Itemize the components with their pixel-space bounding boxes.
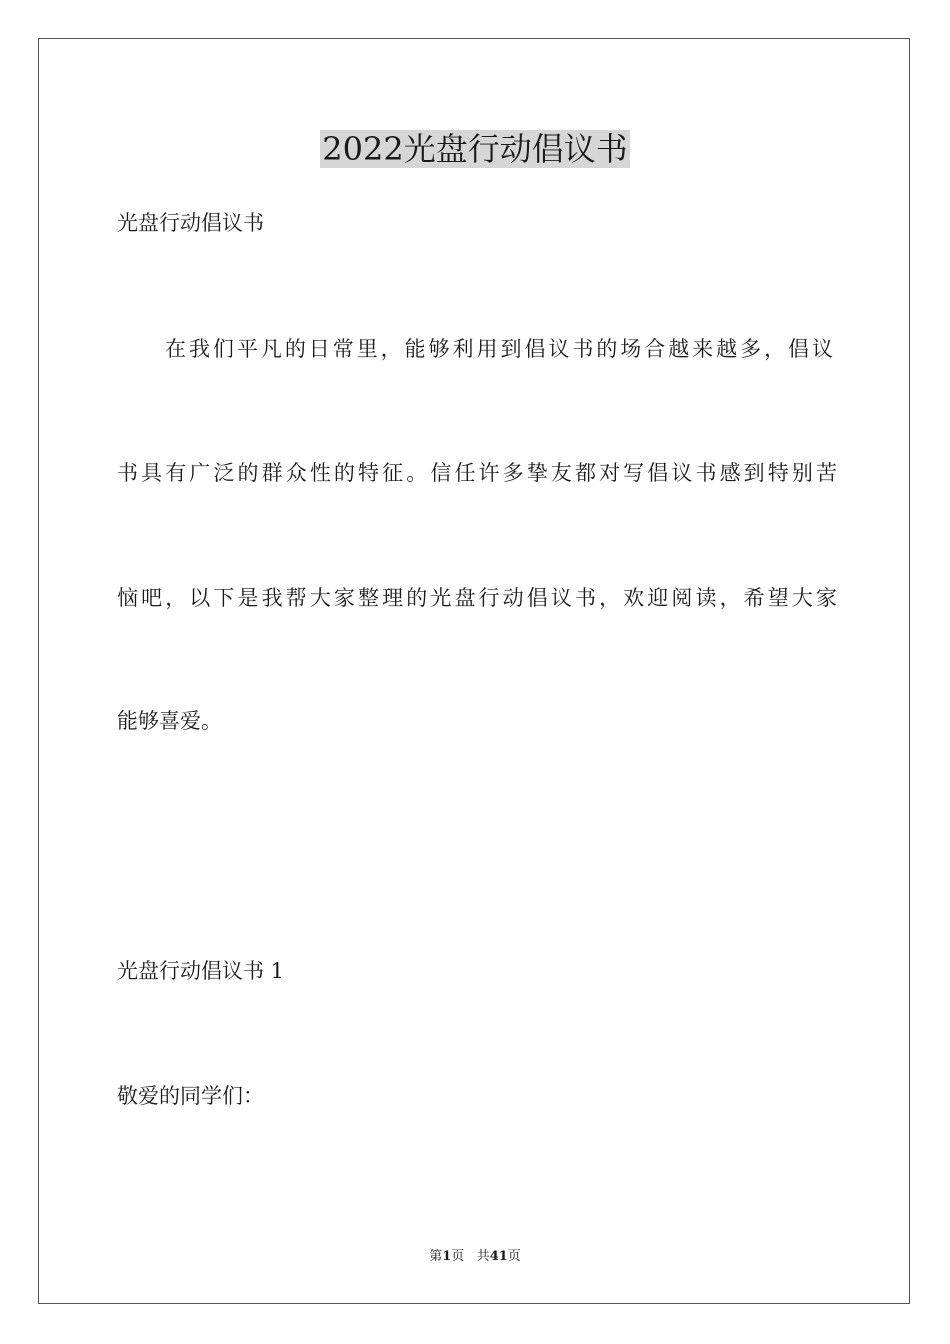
intro-line-2: 书具有广泛的群众性的特征。信任许多挚友都对写倡议书感到特别苦 (117, 461, 837, 485)
total-prefix: 共 (476, 1249, 490, 1264)
intro-line-3: 恼吧，以下是我帮大家整理的光盘行动倡议书，欢迎阅读，希望大家 (117, 586, 837, 610)
page-number: 1 (442, 1249, 452, 1264)
section-heading: 光盘行动倡议书 1 (117, 959, 285, 983)
intro-line-1: 在我们平凡的日常里，能够利用到倡议书的场合越来越多，倡议 (165, 337, 833, 361)
document-subtitle: 光盘行动倡议书 (117, 211, 264, 235)
page-footer (0, 1247, 950, 1267)
intro-line-4: 能够喜爱。 (117, 709, 222, 733)
page-suffix: 页 (451, 1249, 465, 1264)
salutation: 敬爱的同学们： (117, 1084, 264, 1108)
total-pages: 41 (489, 1249, 508, 1264)
page-prefix: 第 (429, 1249, 443, 1264)
document-title-text: 2022光盘行动倡议书 (322, 130, 628, 168)
document-title (0, 124, 950, 174)
total-suffix: 页 (507, 1249, 521, 1264)
